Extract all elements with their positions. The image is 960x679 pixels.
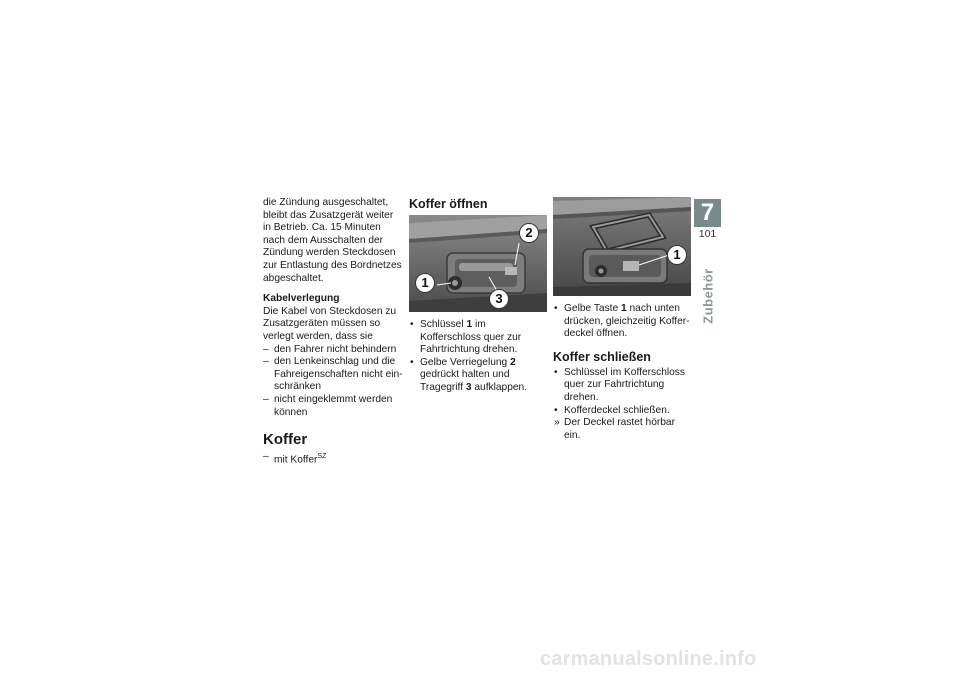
heading-koffer-schliessen: Koffer schließen: [553, 349, 651, 364]
list-item: • Kofferdeckel schließen.: [553, 405, 691, 418]
koffer-note: [263, 451, 403, 467]
heading-koffer-oeffnen: Koffer öffnen: [409, 197, 488, 211]
cable-paragraph: Die Kabel von Steckdosen zu Zusatzgeräten müssen so verlegt werden, dass sie: [263, 305, 397, 342]
callout-2: 2: [519, 223, 539, 243]
chapter-marker: [694, 199, 721, 241]
text-column-1: [263, 197, 403, 467]
chapter-title: Zubehör: [700, 268, 716, 324]
list-item: • Schlüssel im Kofferschloss quer zur Fahrtrichtung drehen.: [553, 367, 691, 405]
subheading-cable-routing: Kabelverlegung: [263, 293, 340, 305]
koffer-note-list: [263, 451, 403, 467]
photo-case-handle: [553, 197, 691, 296]
text-column-2: [409, 197, 547, 395]
chapter-number: 7: [694, 199, 721, 227]
close-steps-list: [553, 367, 691, 443]
side-title: [686, 268, 730, 324]
list-item: – den Lenkeinschlag und die Fahreigenschaften nicht einschränken: [263, 356, 403, 394]
callout-3: 3: [489, 289, 509, 309]
list-item: – nicht eingeklemmt werden können: [263, 394, 403, 419]
callout-1: 1: [667, 245, 687, 265]
note-sup: SZ: [317, 453, 327, 461]
watermark: carmanualsonline.info: [540, 648, 757, 670]
note-text: mit Koffer: [274, 454, 318, 466]
list-item: • Gelbe Verriegelung 2 gedrückt halten und Tragegriff 3 aufklappen.: [409, 357, 547, 395]
heading-koffer: Koffer: [263, 431, 308, 449]
list-item: – den Fahrer nicht behindern: [263, 344, 403, 357]
result-item: » Der Deckel rastet hörbar ein.: [553, 417, 691, 442]
callout-1: 1: [415, 273, 435, 293]
page-number: 101: [698, 228, 717, 240]
list-item: • Schlüssel 1 im Kofferschloss quer zur Fahrtrichtung drehen.: [409, 319, 547, 357]
cable-list: [263, 344, 403, 420]
photo-case-lock-open: [409, 215, 547, 312]
text-column-3: [553, 197, 691, 442]
list-item: • Gelbe Taste 1 nach unten drücken, gleichzeitig Kofferdeckel öffnen.: [553, 303, 691, 341]
lid-open-list: [553, 303, 691, 341]
open-steps-list: [409, 319, 547, 395]
intro-paragraph: die Zündung ausgeschaltet, bleibt das Zusatzgerät weiter in Betrieb. Ca. 15 Minuten nach dem Ausschalten der Zündung werden Steckdosen zur Entlastung des Bordnetzes abgeschaltet.: [263, 197, 402, 284]
